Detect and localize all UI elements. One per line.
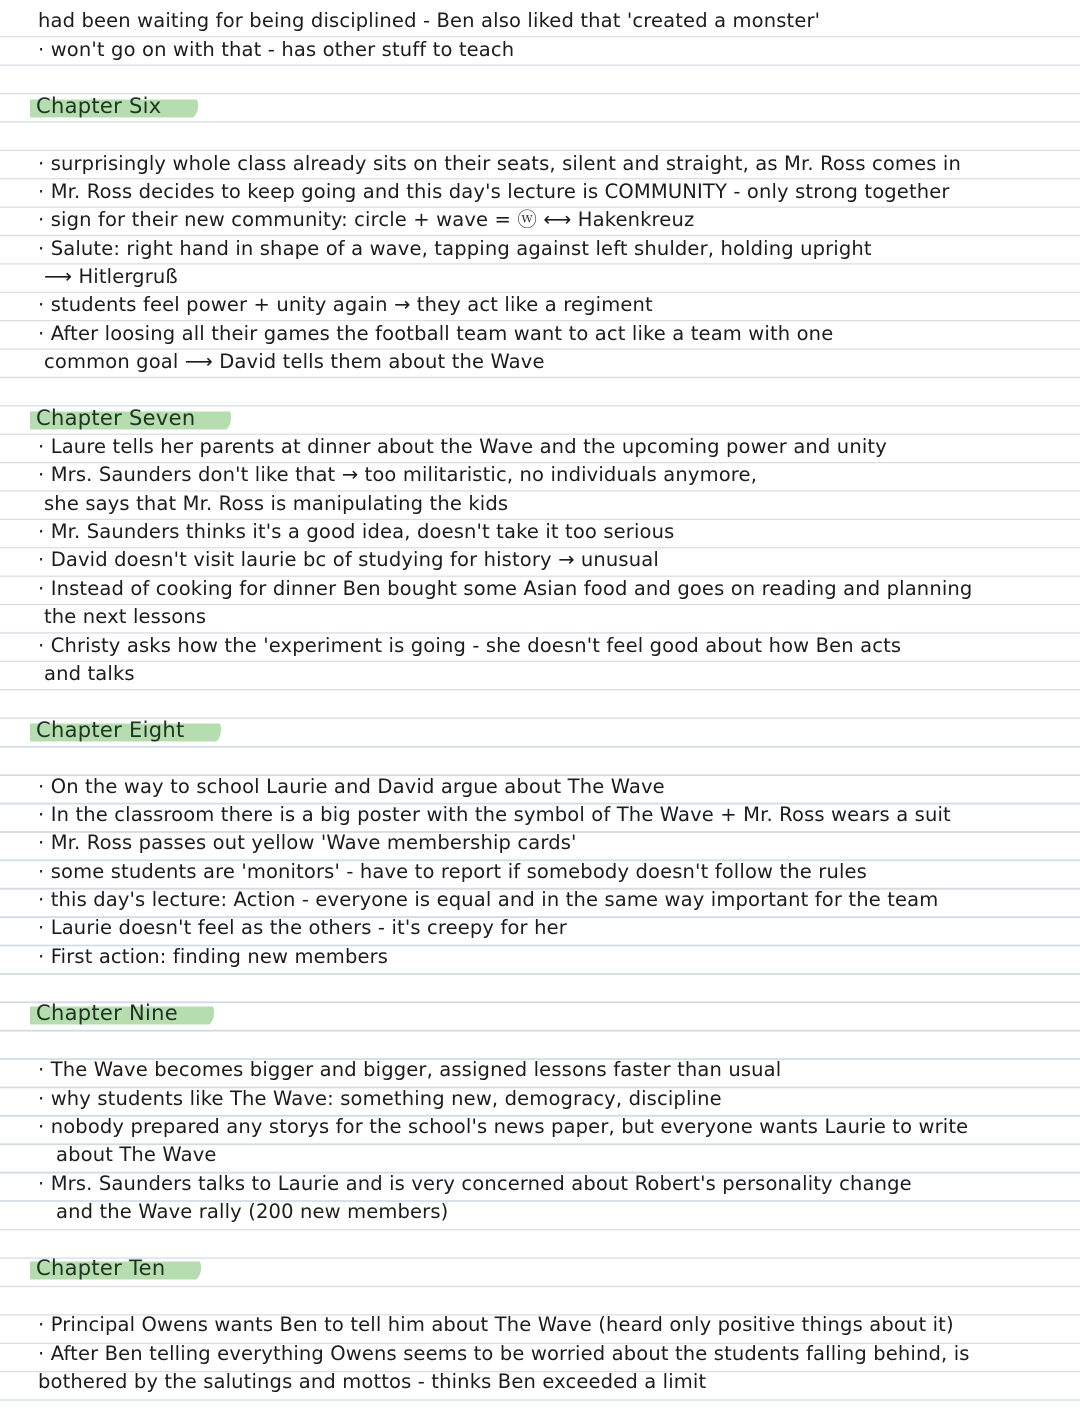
chapter-heading [30, 91, 198, 121]
note-line: · On the way to school Laurie and David argue about The Wave [38, 775, 665, 798]
note-line: · this day's lecture: Action - everyone is equal and in the same way important for the team [38, 888, 939, 911]
chapter-heading [30, 403, 231, 433]
chapter-heading [30, 715, 221, 745]
note-line: about The Wave [56, 1143, 217, 1166]
note-line: · won't go on with that - has other stuff to teach [38, 38, 515, 61]
note-line: · Laurie doesn't feel as the others - it's creepy for her [38, 916, 567, 939]
note-line: · sign for their new community: circle + wave = ⓦ ⟷ Hakenkreuz [38, 208, 695, 231]
note-line: she says that Mr. Ross is manipulating the kids [44, 492, 509, 515]
note-line: · In the classroom there is a big poster with the symbol of The Wave + Mr. Ross wears a suit [38, 803, 951, 826]
note-line: · Mrs. Saunders talks to Laurie and is very concerned about Robert's personality change [38, 1172, 912, 1195]
note-line: common goal ⟶ David tells them about the Wave [44, 350, 545, 373]
note-line: · After loosing all their games the football team want to act like a team with one [38, 322, 834, 345]
note-line: · Instead of cooking for dinner Ben bought some Asian food and goes on reading and planning [38, 577, 973, 600]
chapter-title: Chapter Nine [30, 998, 214, 1028]
note-line: · nobody prepared any storys for the school's news paper, but everyone wants Laurie to write [38, 1115, 969, 1138]
chapter-title: Chapter Six [30, 91, 198, 121]
note-line: · why students like The Wave: something new, demogracy, discipline [38, 1087, 722, 1110]
chapter-title: Chapter Ten [30, 1253, 201, 1283]
note-line: · some students are 'monitors' - have to report if somebody doesn't follow the rules [38, 860, 867, 883]
note-line: · students feel power + unity again → they act like a regiment [38, 293, 653, 316]
chapter-title: Chapter Seven [30, 403, 231, 433]
note-line: · Mrs. Saunders don't like that → too militaristic, no individuals anymore, [38, 463, 758, 486]
note-line: · Laure tells her parents at dinner about the Wave and the upcoming power and unity [38, 435, 887, 458]
note-line: · Mr. Saunders thinks it's a good idea, doesn't take it too serious [38, 520, 675, 543]
note-line: · Christy asks how the 'experiment is going - she doesn't feel good about how Ben acts [38, 634, 902, 657]
note-line: ⟶ Hitlergruß [44, 265, 178, 288]
note-line: had been waiting for being disciplined - Ben also liked that 'created a monster' [38, 9, 821, 32]
note-line: bothered by the salutings and mottos - thinks Ben exceeded a limit [38, 1370, 707, 1393]
chapter-heading [30, 998, 214, 1028]
note-line: · Principal Owens wants Ben to tell him about The Wave (heard only positive things about it) [38, 1313, 954, 1336]
chapter-heading [30, 1253, 201, 1283]
note-line: · First action: finding new members [38, 945, 389, 968]
chapter-title: Chapter Eight [30, 715, 221, 745]
note-line: · Mr. Ross passes out yellow 'Wave membership cards' [38, 831, 577, 854]
note-line: · Mr. Ross decides to keep going and this day's lecture is COMMUNITY - only strong together [38, 180, 950, 203]
note-line: and talks [44, 662, 135, 685]
note-line: the next lessons [44, 605, 207, 628]
note-line: · Salute: right hand in shape of a wave, tapping against left shulder, holding upright [38, 237, 872, 260]
note-line: · David doesn't visit laurie bc of studying for history → unusual [38, 548, 659, 571]
note-line: · After Ben telling everything Owens seems to be worried about the students falling behind, is [38, 1342, 970, 1365]
note-line: · surprisingly whole class already sits on their seats, silent and straight, as Mr. Ross comes in [38, 152, 961, 175]
note-line: and the Wave rally (200 new members) [56, 1200, 449, 1223]
note-line: · The Wave becomes bigger and bigger, assigned lessons faster than usual [38, 1058, 782, 1081]
